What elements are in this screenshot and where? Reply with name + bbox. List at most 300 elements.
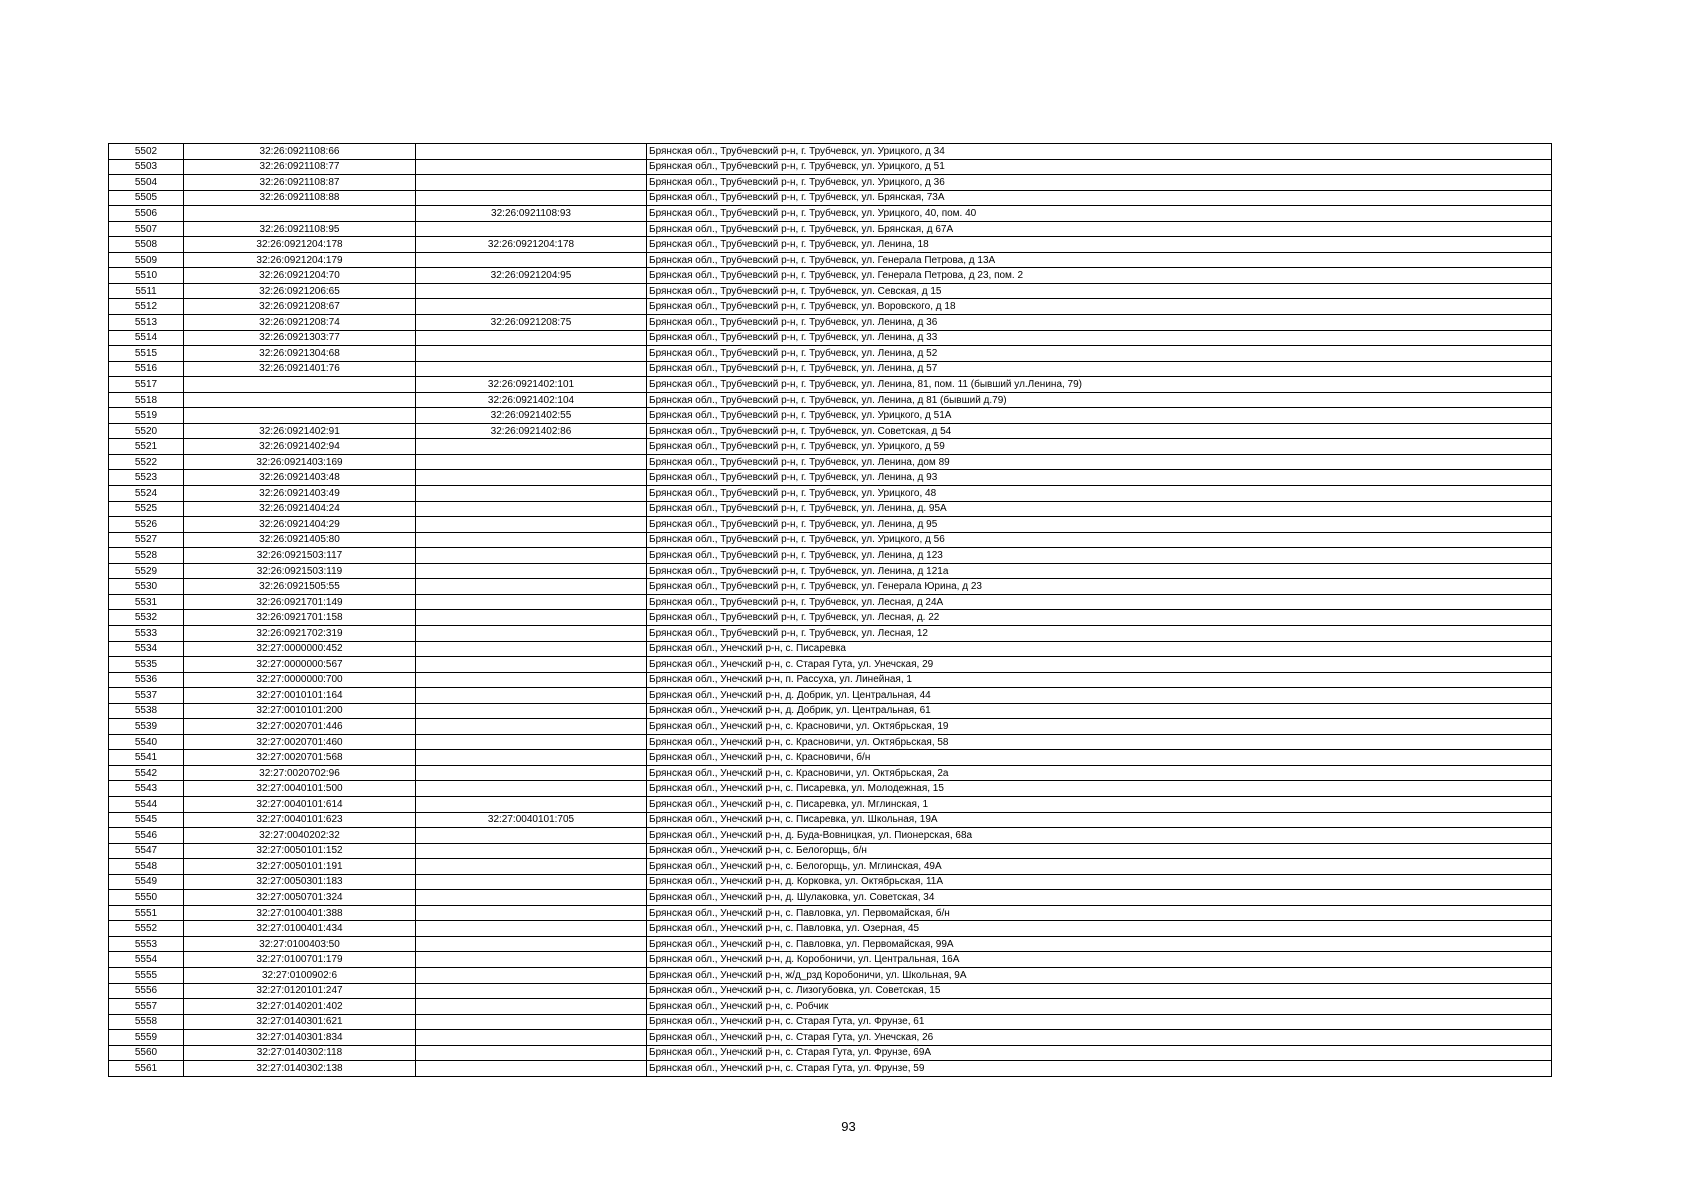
address-cell: Брянская обл., Унечский р-н, с. Павловка, ул. Первомайская, б/н — [647, 905, 1552, 921]
address-cell: Брянская обл., Трубчевский р-н, г. Трубчевск, ул. Ленина, дом 89 — [647, 454, 1552, 470]
linked-cadastral-number-cell — [416, 672, 647, 688]
table-row — [109, 299, 1552, 315]
row-number-cell: 5536 — [109, 672, 184, 688]
table-row — [109, 470, 1552, 486]
row-number-cell: 5508 — [109, 237, 184, 253]
linked-cadastral-number-cell — [416, 346, 647, 362]
address-cell: Брянская обл., Трубчевский р-н, г. Трубчевск, ул. Лесная, д 24А — [647, 594, 1552, 610]
address-cell: Брянская обл., Трубчевский р-н, г. Трубчевск, ул. Брянская, 73А — [647, 190, 1552, 206]
cadastral-number-cell: 32:26:0921503:119 — [184, 563, 416, 579]
address-cell: Брянская обл., Унечский р-н, с. Лизогубовка, ул. Советская, 15 — [647, 983, 1552, 999]
linked-cadastral-number-cell — [416, 921, 647, 937]
row-number-cell: 5532 — [109, 610, 184, 626]
linked-cadastral-number-cell — [416, 548, 647, 564]
address-cell: Брянская обл., Унечский р-н, с. Красновичи, ул. Октябрьская, 19 — [647, 719, 1552, 735]
linked-cadastral-number-cell: 32:26:0921108:93 — [416, 206, 647, 222]
cadastral-number-cell: 32:26:0921208:67 — [184, 299, 416, 315]
cadastral-number-cell: 32:27:0140302:138 — [184, 1061, 416, 1077]
address-cell: Брянская обл., Унечский р-н, с. Павловка, ул. Озерная, 45 — [647, 921, 1552, 937]
table-row — [109, 548, 1552, 564]
cadastral-number-cell: 32:26:0921701:149 — [184, 594, 416, 610]
table-row — [109, 144, 1552, 160]
table-row — [109, 890, 1552, 906]
row-number-cell: 5560 — [109, 1045, 184, 1061]
cadastral-number-cell: 32:26:0921108:87 — [184, 175, 416, 191]
row-number-cell: 5502 — [109, 144, 184, 160]
table-row — [109, 765, 1552, 781]
row-number-cell: 5511 — [109, 283, 184, 299]
row-number-cell: 5504 — [109, 175, 184, 191]
table-row — [109, 454, 1552, 470]
table-row — [109, 252, 1552, 268]
address-cell: Брянская обл., Трубчевский р-н, г. Трубчевск, ул. Ленина, д. 95А — [647, 501, 1552, 517]
cadastral-number-cell: 32:26:0921208:74 — [184, 315, 416, 331]
cadastral-number-cell: 32:26:0921108:95 — [184, 221, 416, 237]
table-row — [109, 532, 1552, 548]
linked-cadastral-number-cell — [416, 454, 647, 470]
address-cell: Брянская обл., Трубчевский р-н, г. Трубчевск, ул. Генерала Петрова, д 23, пом. 2 — [647, 268, 1552, 284]
address-cell: Брянская обл., Унечский р-н, с. Красновичи, ул. Октябрьская, 2а — [647, 765, 1552, 781]
cadastral-number-cell — [184, 392, 416, 408]
table-row — [109, 594, 1552, 610]
page-number: 93 — [841, 1119, 856, 1134]
row-number-cell: 5541 — [109, 750, 184, 766]
cadastral-number-cell: 32:26:0921503:117 — [184, 548, 416, 564]
linked-cadastral-number-cell — [416, 221, 647, 237]
cadastral-number-cell: 32:26:0921405:80 — [184, 532, 416, 548]
linked-cadastral-number-cell — [416, 641, 647, 657]
address-cell: Брянская обл., Трубчевский р-н, г. Трубчевск, ул. Ленина, д 36 — [647, 315, 1552, 331]
row-number-cell: 5535 — [109, 657, 184, 673]
row-number-cell: 5538 — [109, 703, 184, 719]
address-cell: Брянская обл., Трубчевский р-н, г. Трубчевск, ул. Ленина, д 52 — [647, 346, 1552, 362]
table-row — [109, 999, 1552, 1015]
row-number-cell: 5530 — [109, 579, 184, 595]
cadastral-number-cell: 32:27:0040101:623 — [184, 812, 416, 828]
linked-cadastral-number-cell: 32:26:0921402:104 — [416, 392, 647, 408]
address-cell: Брянская обл., Унечский р-н, с. Красновичи, ул. Октябрьская, 58 — [647, 734, 1552, 750]
linked-cadastral-number-cell — [416, 688, 647, 704]
address-cell: Брянская обл., Унечский р-н, д. Буда-Вовницкая, ул. Пионерская, 68а — [647, 828, 1552, 844]
linked-cadastral-number-cell — [416, 952, 647, 968]
address-cell: Брянская обл., Трубчевский р-н, г. Трубчевск, ул. Урицкого, 48 — [647, 486, 1552, 502]
row-number-cell: 5513 — [109, 315, 184, 331]
cadastral-number-cell: 32:27:0040202:32 — [184, 828, 416, 844]
row-number-cell: 5534 — [109, 641, 184, 657]
linked-cadastral-number-cell — [416, 828, 647, 844]
cadastral-number-cell: 32:27:0020701:446 — [184, 719, 416, 735]
address-cell: Брянская обл., Унечский р-н, с. Писаревка — [647, 641, 1552, 657]
table-row — [109, 579, 1552, 595]
row-number-cell: 5524 — [109, 486, 184, 502]
linked-cadastral-number-cell — [416, 905, 647, 921]
address-cell: Брянская обл., Унечский р-н, с. Робчик — [647, 999, 1552, 1015]
linked-cadastral-number-cell — [416, 501, 647, 517]
address-cell: Брянская обл., Трубчевский р-н, г. Трубчевск, ул. Урицкого, д 56 — [647, 532, 1552, 548]
row-number-cell: 5518 — [109, 392, 184, 408]
linked-cadastral-number-cell — [416, 175, 647, 191]
linked-cadastral-number-cell — [416, 874, 647, 890]
row-number-cell: 5505 — [109, 190, 184, 206]
address-cell: Брянская обл., Трубчевский р-н, г. Трубчевск, ул. Лесная, д. 22 — [647, 610, 1552, 626]
table-row — [109, 843, 1552, 859]
row-number-cell: 5503 — [109, 159, 184, 175]
address-cell: Брянская обл., Унечский р-н, с. Павловка, ул. Первомайская, 99А — [647, 936, 1552, 952]
cadastral-number-cell: 32:26:0921701:158 — [184, 610, 416, 626]
address-cell: Брянская обл., Трубчевский р-н, г. Трубчевск, ул. Урицкого, д 34 — [647, 144, 1552, 160]
row-number-cell: 5529 — [109, 563, 184, 579]
linked-cadastral-number-cell — [416, 734, 647, 750]
address-cell: Брянская обл., Унечский р-н, с. Белогорщь, б/н — [647, 843, 1552, 859]
registry-sheet — [108, 143, 1551, 1077]
linked-cadastral-number-cell: 32:26:0921402:101 — [416, 377, 647, 393]
row-number-cell: 5515 — [109, 346, 184, 362]
linked-cadastral-number-cell — [416, 470, 647, 486]
row-number-cell: 5514 — [109, 330, 184, 346]
cadastral-number-cell: 32:27:0040101:500 — [184, 781, 416, 797]
linked-cadastral-number-cell — [416, 936, 647, 952]
row-number-cell: 5517 — [109, 377, 184, 393]
linked-cadastral-number-cell — [416, 1045, 647, 1061]
table-row — [109, 874, 1552, 890]
table-row — [109, 688, 1552, 704]
table-row — [109, 408, 1552, 424]
table-row — [109, 719, 1552, 735]
linked-cadastral-number-cell — [416, 719, 647, 735]
address-cell: Брянская обл., Унечский р-н, с. Белогорщь, ул. Мглинская, 49А — [647, 859, 1552, 875]
row-number-cell: 5554 — [109, 952, 184, 968]
table-row — [109, 859, 1552, 875]
row-number-cell: 5552 — [109, 921, 184, 937]
cadastral-number-cell: 32:26:0921403:169 — [184, 454, 416, 470]
address-cell: Брянская обл., Унечский р-н, с. Старая Гута, ул. Фрунзе, 59 — [647, 1061, 1552, 1077]
address-cell: Брянская обл., Унечский р-н, ж/д_рзд Коробоничи, ул. Школьная, 9А — [647, 967, 1552, 983]
address-cell: Брянская обл., Унечский р-н, с. Старая Гута, ул. Унечская, 26 — [647, 1030, 1552, 1046]
linked-cadastral-number-cell — [416, 781, 647, 797]
linked-cadastral-number-cell — [416, 486, 647, 502]
row-number-cell: 5542 — [109, 765, 184, 781]
linked-cadastral-number-cell — [416, 967, 647, 983]
row-number-cell: 5545 — [109, 812, 184, 828]
cadastral-number-cell: 32:26:0921402:94 — [184, 439, 416, 455]
cadastral-number-cell: 32:26:0921204:179 — [184, 252, 416, 268]
table-row — [109, 361, 1552, 377]
address-cell: Брянская обл., Трубчевский р-н, г. Трубчевск, ул. Севская, д 15 — [647, 283, 1552, 299]
table-row — [109, 905, 1552, 921]
table-row — [109, 1030, 1552, 1046]
address-cell: Брянская обл., Трубчевский р-н, г. Трубчевск, ул. Воровского, д 18 — [647, 299, 1552, 315]
row-number-cell: 5540 — [109, 734, 184, 750]
row-number-cell: 5510 — [109, 268, 184, 284]
table-row — [109, 439, 1552, 455]
address-cell: Брянская обл., Унечский р-н, с. Писаревка, ул. Молодежная, 15 — [647, 781, 1552, 797]
table-row — [109, 983, 1552, 999]
row-number-cell: 5507 — [109, 221, 184, 237]
address-cell: Брянская обл., Трубчевский р-н, г. Трубчевск, ул. Ленина, д 121а — [647, 563, 1552, 579]
row-number-cell: 5516 — [109, 361, 184, 377]
row-number-cell: 5531 — [109, 594, 184, 610]
table-row — [109, 423, 1552, 439]
row-number-cell: 5547 — [109, 843, 184, 859]
linked-cadastral-number-cell — [416, 750, 647, 766]
cadastral-number-cell: 32:26:0921204:178 — [184, 237, 416, 253]
row-number-cell: 5558 — [109, 1014, 184, 1030]
row-number-cell: 5523 — [109, 470, 184, 486]
row-number-cell: 5506 — [109, 206, 184, 222]
linked-cadastral-number-cell — [416, 532, 647, 548]
linked-cadastral-number-cell — [416, 657, 647, 673]
address-cell: Брянская обл., Трубчевский р-н, г. Трубчевск, ул. Генерала Юрина, д 23 — [647, 579, 1552, 595]
row-number-cell: 5522 — [109, 454, 184, 470]
table-row — [109, 610, 1552, 626]
table-row — [109, 315, 1552, 331]
cadastral-number-cell: 32:27:0100401:388 — [184, 905, 416, 921]
row-number-cell: 5549 — [109, 874, 184, 890]
cadastral-number-cell: 32:26:0921505:55 — [184, 579, 416, 595]
linked-cadastral-number-cell — [416, 610, 647, 626]
row-number-cell: 5533 — [109, 625, 184, 641]
cadastral-number-cell: 32:27:0020702:96 — [184, 765, 416, 781]
cadastral-number-cell: 32:26:0921702:319 — [184, 625, 416, 641]
linked-cadastral-number-cell: 32:26:0921402:86 — [416, 423, 647, 439]
address-cell: Брянская обл., Трубчевский р-н, г. Трубчевск, ул. Лесная, 12 — [647, 625, 1552, 641]
address-cell: Брянская обл., Унечский р-н, д. Шулаковка, ул. Советская, 34 — [647, 890, 1552, 906]
table-row — [109, 921, 1552, 937]
linked-cadastral-number-cell — [416, 859, 647, 875]
address-cell: Брянская обл., Унечский р-н, д. Корковка, ул. Октябрьская, 11А — [647, 874, 1552, 890]
table-row — [109, 1061, 1552, 1077]
row-number-cell: 5544 — [109, 796, 184, 812]
table-row — [109, 703, 1552, 719]
table-row — [109, 967, 1552, 983]
cadastral-number-cell: 32:26:0921401:76 — [184, 361, 416, 377]
address-cell: Брянская обл., Унечский р-н, д. Коробоничи, ул. Центральная, 16А — [647, 952, 1552, 968]
row-number-cell: 5537 — [109, 688, 184, 704]
cadastral-number-cell — [184, 408, 416, 424]
cadastral-number-cell: 32:26:0921303:77 — [184, 330, 416, 346]
table-row — [109, 750, 1552, 766]
cadastral-number-cell: 32:27:0140302:118 — [184, 1045, 416, 1061]
cadastral-number-cell: 32:27:0140301:834 — [184, 1030, 416, 1046]
cadastral-number-cell — [184, 206, 416, 222]
linked-cadastral-number-cell — [416, 579, 647, 595]
cadastral-number-cell: 32:27:0140201:402 — [184, 999, 416, 1015]
table-row — [109, 221, 1552, 237]
cadastral-number-cell: 32:26:0921403:49 — [184, 486, 416, 502]
linked-cadastral-number-cell — [416, 299, 647, 315]
cadastral-number-cell: 32:26:0921404:29 — [184, 517, 416, 533]
address-cell: Брянская обл., Трубчевский р-н, г. Трубчевск, ул. Ленина, д 123 — [647, 548, 1552, 564]
cadastral-number-cell: 32:27:0000000:452 — [184, 641, 416, 657]
linked-cadastral-number-cell: 32:26:0921402:55 — [416, 408, 647, 424]
linked-cadastral-number-cell — [416, 796, 647, 812]
address-cell: Брянская обл., Унечский р-н, с. Писаревка, ул. Мглинская, 1 — [647, 796, 1552, 812]
linked-cadastral-number-cell — [416, 625, 647, 641]
cadastral-number-cell: 32:26:0921108:66 — [184, 144, 416, 160]
cadastral-number-cell: 32:27:0010101:164 — [184, 688, 416, 704]
cadastral-number-cell: 32:26:0921108:88 — [184, 190, 416, 206]
cadastral-number-cell: 32:27:0140301:621 — [184, 1014, 416, 1030]
table-row — [109, 796, 1552, 812]
table-row — [109, 159, 1552, 175]
cadastral-number-cell: 32:27:0100401:434 — [184, 921, 416, 937]
registry-table — [108, 143, 1552, 1077]
linked-cadastral-number-cell — [416, 594, 647, 610]
cadastral-number-cell: 32:26:0921404:24 — [184, 501, 416, 517]
row-number-cell: 5512 — [109, 299, 184, 315]
address-cell: Брянская обл., Трубчевский р-н, г. Трубчевск, ул. Урицкого, д 51 — [647, 159, 1552, 175]
cadastral-number-cell: 32:27:0010101:200 — [184, 703, 416, 719]
table-row — [109, 672, 1552, 688]
address-cell: Брянская обл., Трубчевский р-н, г. Трубчевск, ул. Ленина, 18 — [647, 237, 1552, 253]
linked-cadastral-number-cell — [416, 283, 647, 299]
registry-body — [109, 144, 1552, 1077]
cadastral-number-cell: 32:27:0020701:568 — [184, 750, 416, 766]
linked-cadastral-number-cell — [416, 563, 647, 579]
linked-cadastral-number-cell — [416, 439, 647, 455]
row-number-cell: 5528 — [109, 548, 184, 564]
address-cell: Брянская обл., Унечский р-н, д. Добрик, ул. Центральная, 44 — [647, 688, 1552, 704]
cadastral-number-cell: 32:26:0921206:65 — [184, 283, 416, 299]
cadastral-number-cell: 32:26:0921108:77 — [184, 159, 416, 175]
cadastral-number-cell: 32:27:0100403:50 — [184, 936, 416, 952]
linked-cadastral-number-cell: 32:26:0921204:178 — [416, 237, 647, 253]
linked-cadastral-number-cell — [416, 252, 647, 268]
table-row — [109, 206, 1552, 222]
cadastral-number-cell: 32:26:0921204:70 — [184, 268, 416, 284]
linked-cadastral-number-cell — [416, 890, 647, 906]
row-number-cell: 5509 — [109, 252, 184, 268]
address-cell: Брянская обл., Трубчевский р-н, г. Трубчевск, ул. Ленина, д 57 — [647, 361, 1552, 377]
table-row — [109, 563, 1552, 579]
cadastral-number-cell: 32:27:0100902:6 — [184, 967, 416, 983]
address-cell: Брянская обл., Трубчевский р-н, г. Трубчевск, ул. Ленина, д 81 (бывший д.79) — [647, 392, 1552, 408]
address-cell: Брянская обл., Трубчевский р-н, г. Трубчевск, ул. Урицкого, д 51А — [647, 408, 1552, 424]
table-row — [109, 346, 1552, 362]
cadastral-number-cell: 32:27:0040101:614 — [184, 796, 416, 812]
address-cell: Брянская обл., Трубчевский р-н, г. Трубчевск, ул. Урицкого, д 59 — [647, 439, 1552, 455]
linked-cadastral-number-cell — [416, 190, 647, 206]
cadastral-number-cell: 32:26:0921402:91 — [184, 423, 416, 439]
table-row — [109, 625, 1552, 641]
table-row — [109, 486, 1552, 502]
table-row — [109, 952, 1552, 968]
address-cell: Брянская обл., Унечский р-н, с. Старая Гута, ул. Фрунзе, 61 — [647, 1014, 1552, 1030]
linked-cadastral-number-cell — [416, 1014, 647, 1030]
table-row — [109, 501, 1552, 517]
linked-cadastral-number-cell — [416, 999, 647, 1015]
cadastral-number-cell: 32:27:0000000:700 — [184, 672, 416, 688]
table-row — [109, 734, 1552, 750]
linked-cadastral-number-cell — [416, 1030, 647, 1046]
table-row — [109, 237, 1552, 253]
address-cell: Брянская обл., Трубчевский р-н, г. Трубчевск, ул. Ленина, д 95 — [647, 517, 1552, 533]
row-number-cell: 5551 — [109, 905, 184, 921]
cadastral-number-cell: 32:27:0050701:324 — [184, 890, 416, 906]
linked-cadastral-number-cell: 32:26:0921204:95 — [416, 268, 647, 284]
cadastral-number-cell: 32:27:0120101:247 — [184, 983, 416, 999]
linked-cadastral-number-cell — [416, 983, 647, 999]
table-row — [109, 330, 1552, 346]
row-number-cell: 5550 — [109, 890, 184, 906]
row-number-cell: 5543 — [109, 781, 184, 797]
linked-cadastral-number-cell — [416, 843, 647, 859]
cadastral-number-cell: 32:26:0921304:68 — [184, 346, 416, 362]
table-row — [109, 781, 1552, 797]
row-number-cell: 5561 — [109, 1061, 184, 1077]
address-cell: Брянская обл., Унечский р-н, с. Красновичи, б/н — [647, 750, 1552, 766]
table-row — [109, 392, 1552, 408]
address-cell: Брянская обл., Трубчевский р-н, г. Трубчевск, ул. Советская, д 54 — [647, 423, 1552, 439]
cadastral-number-cell: 32:27:0100701:179 — [184, 952, 416, 968]
table-row — [109, 936, 1552, 952]
table-row — [109, 812, 1552, 828]
table-row — [109, 175, 1552, 191]
row-number-cell: 5527 — [109, 532, 184, 548]
table-row — [109, 641, 1552, 657]
row-number-cell: 5539 — [109, 719, 184, 735]
table-row — [109, 268, 1552, 284]
linked-cadastral-number-cell — [416, 703, 647, 719]
address-cell: Брянская обл., Трубчевский р-н, г. Трубчевск, ул. Урицкого, 40, пом. 40 — [647, 206, 1552, 222]
linked-cadastral-number-cell — [416, 330, 647, 346]
linked-cadastral-number-cell — [416, 517, 647, 533]
row-number-cell: 5546 — [109, 828, 184, 844]
cadastral-number-cell — [184, 377, 416, 393]
address-cell: Брянская обл., Унечский р-н, п. Рассуха, ул. Линейная, 1 — [647, 672, 1552, 688]
address-cell: Брянская обл., Трубчевский р-н, г. Трубчевск, ул. Генерала Петрова, д 13А — [647, 252, 1552, 268]
cadastral-number-cell: 32:26:0921403:48 — [184, 470, 416, 486]
address-cell: Брянская обл., Трубчевский р-н, г. Трубчевск, ул. Ленина, 81, пом. 11 (бывший ул.Ленина, 79) — [647, 377, 1552, 393]
address-cell: Брянская обл., Унечский р-н, с. Писаревка, ул. Школьная, 19А — [647, 812, 1552, 828]
row-number-cell: 5556 — [109, 983, 184, 999]
table-row — [109, 190, 1552, 206]
address-cell: Брянская обл., Трубчевский р-н, г. Трубчевск, ул. Ленина, д 93 — [647, 470, 1552, 486]
row-number-cell: 5519 — [109, 408, 184, 424]
table-row — [109, 657, 1552, 673]
address-cell: Брянская обл., Унечский р-н, с. Старая Гута, ул. Унечская, 29 — [647, 657, 1552, 673]
table-row — [109, 1045, 1552, 1061]
row-number-cell: 5559 — [109, 1030, 184, 1046]
linked-cadastral-number-cell: 32:27:0040101:705 — [416, 812, 647, 828]
table-row — [109, 283, 1552, 299]
linked-cadastral-number-cell: 32:26:0921208:75 — [416, 315, 647, 331]
row-number-cell: 5557 — [109, 999, 184, 1015]
row-number-cell: 5553 — [109, 936, 184, 952]
linked-cadastral-number-cell — [416, 361, 647, 377]
table-row — [109, 1014, 1552, 1030]
row-number-cell: 5525 — [109, 501, 184, 517]
cadastral-number-cell: 32:27:0020701:460 — [184, 734, 416, 750]
linked-cadastral-number-cell — [416, 159, 647, 175]
cadastral-number-cell: 32:27:0050301:183 — [184, 874, 416, 890]
linked-cadastral-number-cell — [416, 1061, 647, 1077]
table-row — [109, 377, 1552, 393]
cadastral-number-cell: 32:27:0050101:152 — [184, 843, 416, 859]
linked-cadastral-number-cell — [416, 765, 647, 781]
row-number-cell: 5526 — [109, 517, 184, 533]
row-number-cell: 5520 — [109, 423, 184, 439]
cadastral-number-cell: 32:27:0000000:567 — [184, 657, 416, 673]
address-cell: Брянская обл., Трубчевский р-н, г. Трубчевск, ул. Брянская, д 67А — [647, 221, 1552, 237]
row-number-cell: 5548 — [109, 859, 184, 875]
row-number-cell: 5521 — [109, 439, 184, 455]
address-cell: Брянская обл., Унечский р-н, с. Старая Гута, ул. Фрунзе, 69А — [647, 1045, 1552, 1061]
linked-cadastral-number-cell — [416, 144, 647, 160]
address-cell: Брянская обл., Трубчевский р-н, г. Трубчевск, ул. Ленина, д 33 — [647, 330, 1552, 346]
table-row — [109, 828, 1552, 844]
cadastral-number-cell: 32:27:0050101:191 — [184, 859, 416, 875]
